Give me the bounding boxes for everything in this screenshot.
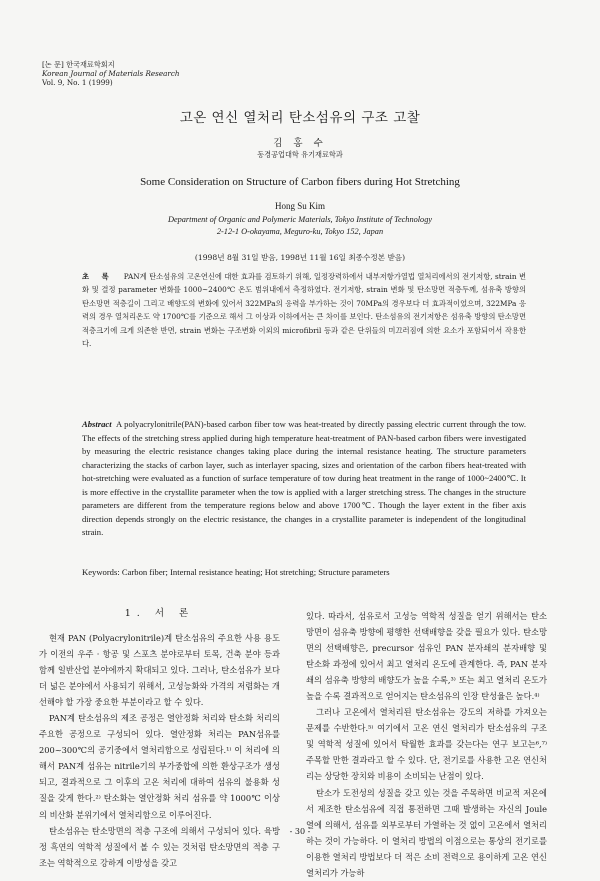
abstract-english: [82, 418, 526, 540]
author-korean: 김 홍 수: [273, 138, 327, 149]
abstract-korean: [82, 270, 526, 350]
abstract-korean-text: PAN계 탄소섬유의 고온연신에 대한 효과를 검토하기 위해, 일정장력하에서 내부저항가열법 열처리에서의 전기저항, strain 변화 및 결정 parameter 변화를 1000~2400℃ 온도 범위내에서 측정하였다. 전기저항, strain 변화 및 탄소망면 적층두께, 섬유축 방향의 탄소망면 적층길이 그리고 배향도의 변화에 있어서 322MPa의 응력을 부가하는 것이 70MPa의 경우보다 더 효과적이었으며, 322MPa 응력의 경우 열처리온도 약 1700℃를 기준으로 해서 그 이상과 이하에서는 큰 차이를 보인다. 탄소섬유의 전기저항은 섬유축 방향의 탄소망면 적층크기에 크게 의존한 반면, strain 변화는 구조변화 이외의 microfibril 등과 같은 단위들의 미끄러짐에 의한 요소가 포함되어서 작용한다.: [82, 272, 526, 349]
body-paragraph: 현재 PAN (Polyacrylonitrile)계 탄소섬유의 주요한 사용 용도가 이전의 우주 · 항공 및 스포츠 분야로부터 토목, 건축 분야 등과 함께 일반산업 분야에까지 확대되고 있다. 그러나, 탄소섬유가 보다 더 넓은 분야에서 사용되기 위해서, 고성능화와 가격의 저렴화는 개선해야 할 가장 중요한 부분이라고 할 수 있다.: [39, 633, 280, 708]
section-heading: 1. 서 론: [124, 608, 195, 619]
page-number: - 30 -: [289, 827, 311, 836]
body-paragraph: 탄소섬유는 탄소망면의 적층 구조에 의해서 구성되어 있다. 육방정 흑연의 역학적 성질에서 볼 수 있는 것처럼 탄소망면의 적층 구조는 역학적으로 강하게 이방성을 갖고: [39, 825, 280, 868]
title-english: Some Consideration on Structure of Carbon fibers during Hot Stretching: [140, 176, 460, 188]
affiliation-korean: 동경공업대학 유기재료학과: [257, 150, 343, 159]
journal-header: [42, 60, 180, 87]
body-paragraph: 탄소가 도전성의 성질을 갖고 있는 것을 주목하면 비교적 저온에서 제조한 탄소섬유에 직접 통전하면 그때 발생하는 자신의 Joule열에 의해서, 섬유를 외부로부터 가열하는 것 없이 고온에서 열처리 하는 것이 가능하다. 이 열처리 방법의 이점으로는 통상의 전기로를 이용한 열처리 방법보다 더 적은 소비 전력으로 용이하게 고온 연신 열처리가 가능하: [306, 787, 547, 878]
journal-name-en: Korean Journal of Materials Research: [42, 69, 180, 78]
affiliation-english-line2: 2-12-1 O-okayama, Meguro-ku, Tokyo 152, Japan: [216, 227, 384, 236]
keywords: Keywords: Carbon fiber; Internal resistance heating; Hot stretching; Structure parameters: [82, 567, 390, 577]
author-english: Hong Su Kim: [274, 201, 325, 211]
abstract-english-label: Abstract: [82, 419, 112, 429]
affiliation-english-line1: Department of Organic and Polymeric Materials, Tokyo Institute of Technology: [167, 215, 433, 224]
abstract-korean-label: 초 록: [82, 272, 114, 281]
affiliation-english: [0, 214, 600, 238]
journal-volume: Vol. 9, No. 1 (1999): [42, 78, 113, 87]
abstract-english-text: A polyacrylonitrile(PAN)-based carbon fiber tow was heat-treated by directly passing electric current through the tow. The effects of the stretching stress applied during high temperature heat-treatment of PAN-based carbon fibers were investigated by measuring the electric resistance changes taking place during the internal resistance heating. The structure parameters characterizing the stacks of carbon layer, such as interlayer spacing, sizes and orientation of the carbon fibers heat-treated with hot-stretching were evaluated as a function of surface temperature of tow during heat treatment in the range of 1000~2400℃. It is more effective in the crystallite parameter when the tow is applied with a larger stretching stress. The changes in the structure parameters are different from the temperature regions below and above 1700℃. Though the layer extent in the fiber axis direction depends strongly on the electric resistance, the changes in a crystallite parameter is independent of the longitudinal strain.: [82, 419, 527, 537]
body-column-right: [306, 608, 547, 881]
title-korean: 고온 연신 열처리 탄소섬유의 구조 고찰: [179, 110, 421, 126]
body-paragraph: PAN계 탄소섬유의 제조 공정은 열안정화 처리와 탄소화 처리의 주요한 공정으로 구성되어 있다. 열안정화 처리는 PAN섬유를 200~300℃의 공기중에서 열처리함으로 성립된다.¹⁾ 이 처리에 의해서 PAN계 섬유는 nitrile기의 부가중합에 의한 환상구조가 생성되고, 결과적으로 그 이후의 고온 처리에 대하여 섬유의 불용화 성질을 갖게 한다.²⁾ 탄소화는 열안정화 처리 섬유를 약 1000℃ 이상의 비산화 분위기에서 열처리함으로 이루어진다.: [39, 713, 280, 820]
body-paragraph: 그러나 고온에서 열처리된 탄소섬유는 강도의 저하를 가져오는 문제를 수반한다.⁵⁾ 여기에서 고온 연신 열처리가 탄소섬유의 구조 및 역학적 성질에 있어서 탁월한 효과를 갖는다는 연구 보고는⁶,⁷⁾ 주목할 만한 결과라고 할 수 있다. 단, 전기로를 사용한 고온 연신처리는 상당한 장치와 비용이 소비되는 난점이 있다.: [306, 707, 547, 782]
journal-name-ko: [논 문] 한국재료학회지: [42, 60, 115, 69]
received-dates: (1998년 8월 31일 받음, 1998년 11월 16일 최종수정본 받음): [194, 253, 406, 262]
body-paragraph: 있다. 따라서, 섬유로서 고성능 역학적 성질을 얻기 위해서는 탄소망면이 섬유축 방향에 평행한 선택배향을 갖을 필요가 있다. 탄소망면의 선택배향은, precursor 섬유인 PAN 분자쇄의 분자배향 및 탄소화 과정에 있어서 최고 열처리 온도에 관계한다. 즉, PAN 분자쇄의 섬유축 방향의 배향도가 높을 수록,³⁾ 또는 최고 열처리 온도가 높을 수록 결과적으로 얻어지는 탄소섬유의 인장 탄성율은 높다.⁴⁾: [306, 611, 547, 702]
